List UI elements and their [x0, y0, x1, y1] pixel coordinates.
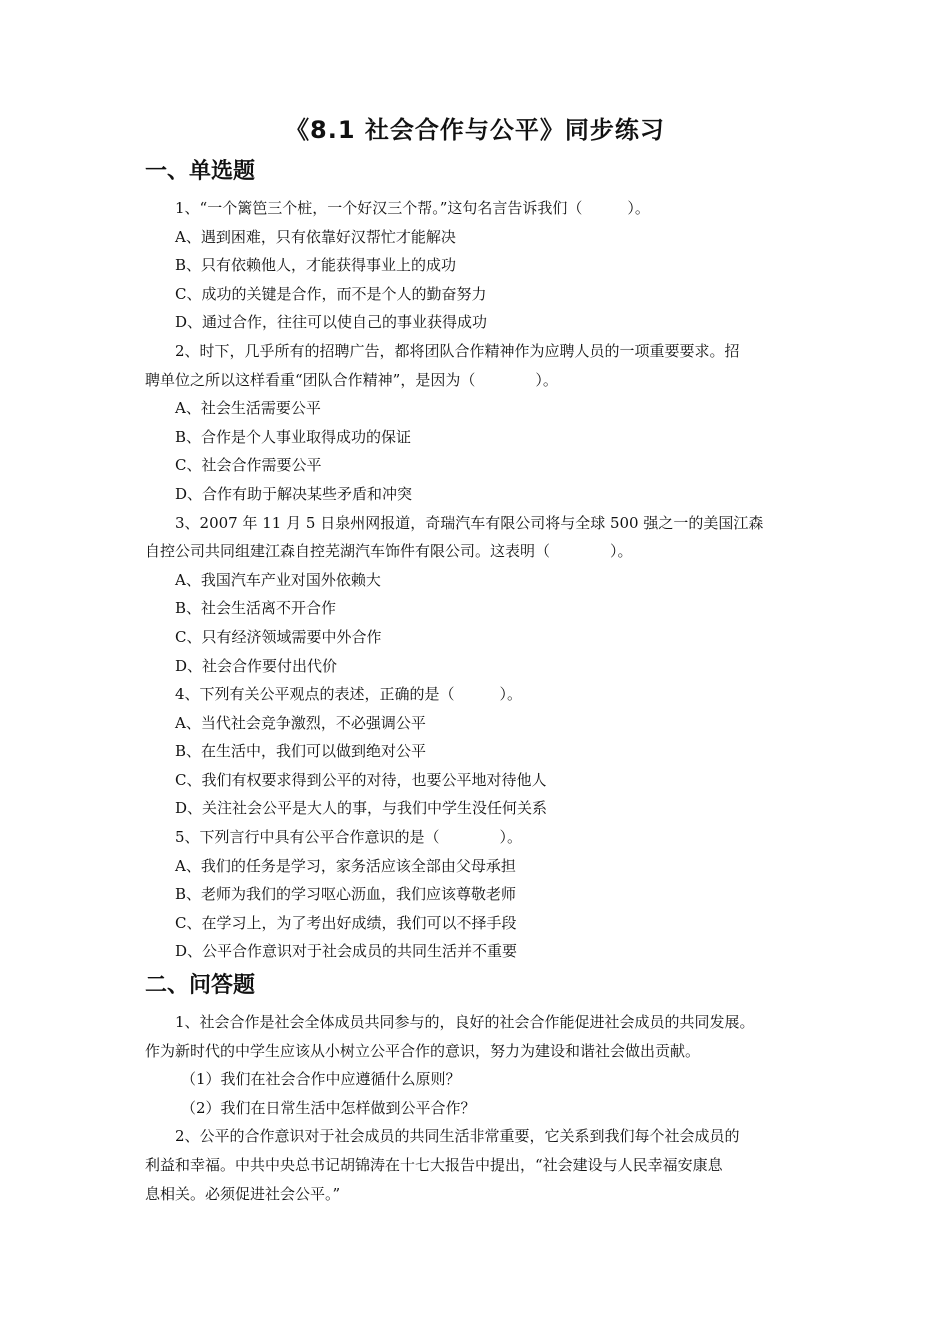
- question-3-option-d: D、社会合作要付出代价: [175, 656, 338, 675]
- question-5-option-d: D、公平合作意识对于社会成员的共同生活并不重要: [175, 942, 518, 961]
- question-3-option-a: A、我国汽车产业对国外依赖大: [175, 570, 381, 589]
- question-4-stem: 4、下列有关公平观点的表述，正确的是（ ）。: [175, 685, 523, 704]
- question-3-stem-line1: 3、2007 年 11 月 5 日泉州网报道，奇瑞汽车有限公司将与全球 500 强之一的美国江森: [175, 513, 764, 532]
- question-2-option-c: C、社会合作需要公平: [175, 456, 322, 475]
- answer-question-1-sub2: （2）我们在日常生活中怎样做到公平合作？: [181, 1098, 476, 1117]
- section-heading-single-choice: 一、单选题: [145, 159, 256, 184]
- answer-question-1-line1: 1、社会合作是社会全体成员共同参与的，良好的社会合作能促进社会成员的共同发展。: [175, 1013, 755, 1031]
- question-1-option-c: C、成功的关键是合作，而不是个人的勤奋努力: [175, 284, 487, 303]
- question-3-option-c: C、只有经济领域需要中外合作: [175, 627, 382, 646]
- question-2-option-a: A、社会生活需要公平: [175, 399, 321, 418]
- question-4-option-d: D、关注社会公平是大人的事，与我们中学生没任何关系: [175, 799, 548, 818]
- question-3-stem-line2: 自控公司共同组建江森自控芜湖汽车饰件有限公司。这表明（ ）。: [145, 542, 633, 561]
- question-1-stem: 1、“一个篱笆三个桩，一个好汉三个帮。”这句名言告诉我们（ ）。: [175, 199, 650, 217]
- answer-question-2-line3: 息相关。必须促进社会公平。”: [145, 1184, 341, 1203]
- question-5-option-a: A、我们的任务是学习，家务活应该全部由父母承担: [175, 856, 516, 875]
- section-heading-short-answer: 二、问答题: [145, 973, 256, 998]
- answer-question-2-line2: 利益和幸福。中共中央总书记胡锦涛在十七大报告中提出，“社会建设与人民幸福安康息: [145, 1155, 723, 1174]
- answer-question-1-line2: 作为新时代的中学生应该从小树立公平合作的意识，努力为建设和谐社会做出贡献。: [145, 1041, 701, 1060]
- question-1-option-d: D、通过合作，往往可以使自己的事业获得成功: [175, 313, 488, 332]
- question-1-option-b: B、只有依赖他人，才能获得事业上的成功: [175, 256, 457, 275]
- question-5-option-c: C、在学习上，为了考出好成绩，我们可以不择手段: [175, 913, 517, 932]
- question-5-option-b: B、老师为我们的学习呕心沥血，我们应该尊敬老师: [175, 885, 517, 904]
- question-4-option-c: C、我们有权要求得到公平的对待，也要公平地对待他人: [175, 770, 547, 789]
- question-2-option-b: B、合作是个人事业取得成功的保证: [175, 427, 412, 446]
- question-2-option-d: D、合作有助于解决某些矛盾和冲突: [175, 484, 413, 503]
- answer-question-1-sub1: （1）我们在社会合作中应遵循什么原则？: [181, 1070, 461, 1089]
- short-answer-section: [145, 1008, 825, 1208]
- question-3-option-b: B、社会生活离不开合作: [175, 599, 337, 618]
- question-2-stem-line2: 聘单位之所以这样看重“团队合作精神”，是因为（ ）。: [145, 370, 558, 389]
- question-2-stem-line1: 2、时下，几乎所有的招聘广告，都将团队合作精神作为应聘人员的一项重要要求。招: [175, 341, 740, 360]
- answer-question-2-line1: 2、公平的合作意识对于社会成员的共同生活非常重要，它关系到我们每个社会成员的: [175, 1127, 740, 1146]
- document-title: 《8.1 社会合作与公平》同步练习: [285, 116, 665, 144]
- question-1-option-a: A、遇到困难，只有依靠好汉帮忙才能解决: [175, 227, 456, 246]
- single-choice-section: [145, 194, 825, 966]
- question-4-option-b: B、在生活中，我们可以做到绝对公平: [175, 742, 427, 761]
- question-5-stem: 5、下列言行中具有公平合作意识的是（ ）。: [175, 828, 523, 847]
- question-4-option-a: A、当代社会竞争激烈，不必强调公平: [175, 713, 426, 732]
